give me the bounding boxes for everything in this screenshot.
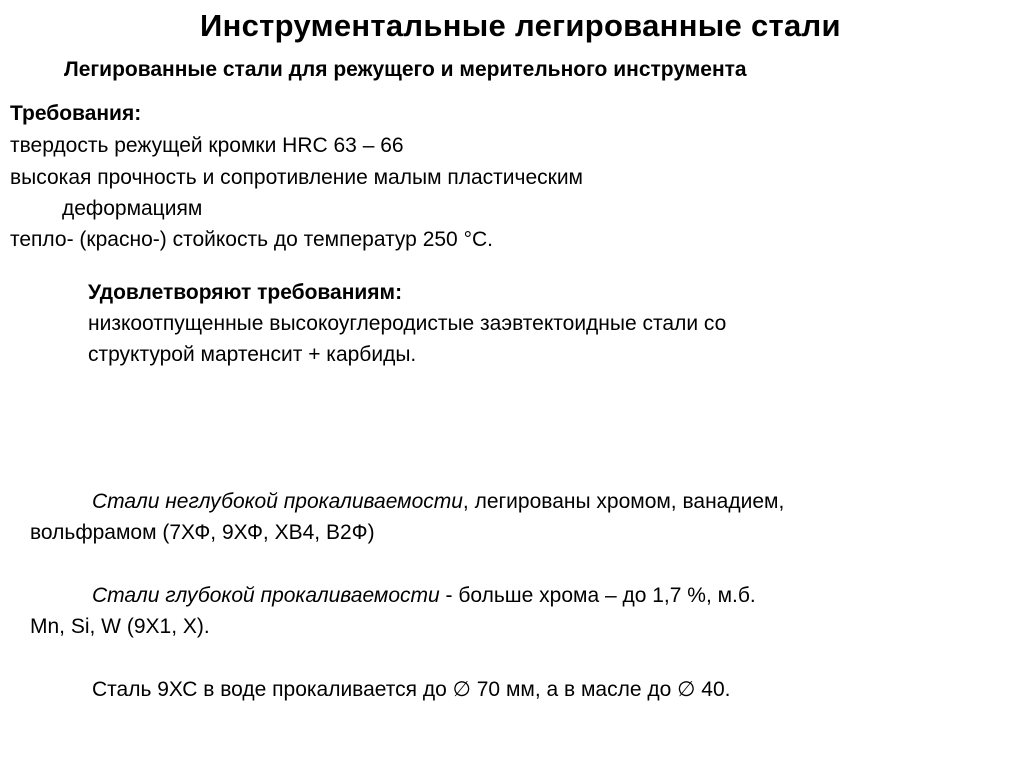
requirements-heading: Требования: [10,102,142,125]
shallow-hardenability-line [92,490,784,514]
requirement-heat-resistance: тепло- (красно-) стойкость до температур 250 °С. [10,228,493,251]
shallow-hardenability-grades: вольфрамом (7ХФ, 9ХФ, ХВ4, В2Ф) [30,521,375,544]
requirement-hardness: твердость режущей кромки HRC 63 – 66 [10,134,404,157]
deep-hardenability-term: Стали глубокой прокаливаемости [92,584,440,607]
deep-hardenability-text: - больше хрома – до 1,7 %, м.б. [439,584,756,607]
deep-hardenability-line [92,584,756,608]
shallow-hardenability-text: , легированы хромом, ванадием, [462,490,785,513]
requirement-strength-continued: деформациям [62,197,203,220]
satisfy-line-continued: структурой мартенсит + карбиды. [88,343,417,366]
page-title: Инструментальные легированные стали [200,8,841,43]
deep-hardenability-grades: Mn, Si, W (9Х1, Х). [30,615,210,638]
requirement-strength: высокая прочность и сопротивление малым пластическим [10,166,583,189]
satisfy-heading: Удовлетворяют требованиям: [88,281,403,304]
satisfy-line: низкоотпущенные высокоуглеродистые заэвтектоидные стали со [88,312,727,335]
shallow-hardenability-term: Стали неглубокой прокаливаемости [92,490,463,513]
page-subtitle: Легированные стали для режущего и мерительного инструмента [64,58,747,81]
steel-9xc-paragraph: Сталь 9ХС в воде прокаливается до ∅ 70 мм, а в масле до ∅ 40. [92,678,731,701]
